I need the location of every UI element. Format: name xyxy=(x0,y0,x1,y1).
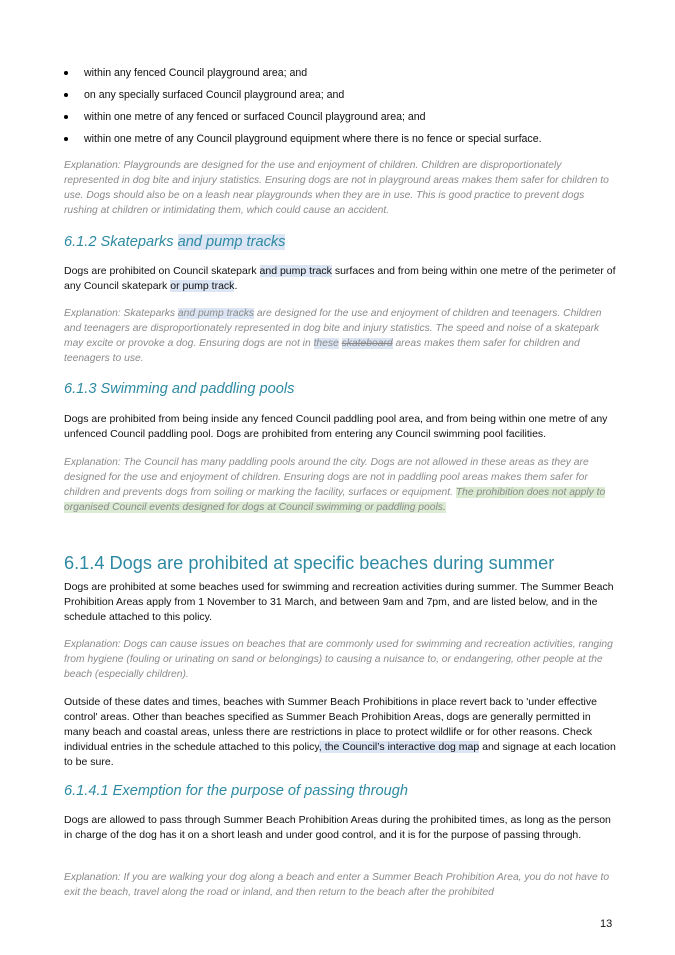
paragraph-skateparks: Dogs are prohibited on Council skatepark and pump track surfaces and from being within one metre of the perimeter of any Council skatepark or pump track. xyxy=(64,265,616,292)
heading-skateparks: 6.1.2 Skateparks and pump tracks xyxy=(64,234,286,250)
page-number: 13 xyxy=(600,918,613,930)
paragraph-beaches-outside: Outside of these dates and times, beaches with Summer Beach Prohibitions in place revert back to 'under effective control' areas. Other than beaches specified as Summer Beach Prohibition Areas, dogs are generally permitted in many beach and coastal areas, unless there are restrictions in place to protect wildlife or for other reasons. Check individual entries in the schedule attached to this policy, the Council’s interactive dog map and signage at each location to be sure. xyxy=(64,696,616,768)
list-item: within one metre of any fenced or surfaced Council playground area; and xyxy=(64,110,634,132)
heading-exemption: 6.1.4.1 Exemption for the purpose of passing through xyxy=(64,783,408,799)
explanation-beaches: Explanation: Dogs can cause issues on beaches that are commonly used for swimming and recreation activities, ranging from hygiene (fouling or urinating on sand or belongings) to causing a nuisance to, or endangering, other people at the beach (especially children). xyxy=(64,639,613,680)
bullet-icon xyxy=(64,115,68,119)
heading-beaches: 6.1.4 Dogs are prohibited at specific beaches during summer xyxy=(64,553,555,573)
bullet-icon xyxy=(64,137,68,141)
explanation-skateparks: Explanation: Skateparks and pump tracks are designed for the use and enjoyment of children and teenagers. Children and teenagers are disproportionately represented in dog bite and injury statistics. The speed and noise of a skatepark may excite or provoke a dog. Ensuring dogs are not in these skateboard areas makes them safer for children and teenagers to use. xyxy=(64,308,602,364)
paragraph-exemption: Dogs are allowed to pass through Summer Beach Prohibition Areas during the prohibited times, as long as the person in charge of the dog has it on a short leash and under good control, and it is for the purpose of passing through. xyxy=(64,814,611,841)
bullet-icon xyxy=(64,71,68,75)
paragraph-beaches: Dogs are prohibited at some beaches used for swimming and recreation activities during summer. The Summer Beach Prohibition Areas apply from 1 November to 31 March, and between 9am and 7pm, and are listed below, and in the schedule attached to this policy. xyxy=(64,581,614,623)
bullet-icon xyxy=(64,93,68,97)
list-item: on any specially surfaced Council playground area; and xyxy=(64,88,634,110)
bullet-list xyxy=(64,66,634,154)
list-item: within any fenced Council playground area; and xyxy=(64,66,634,88)
explanation-pools: Explanation: The Council has many paddling pools around the city. Dogs are not allowed in these areas as they are designed for the use and enjoyment of children. Ensuring dogs are not in paddling pool areas makes them safer for children and prevents dogs from soiling or marking the facility, surfaces or equipment. The prohibition does not apply to organised Council events designed for dogs at Council swimming or paddling pools. xyxy=(64,457,606,513)
list-item: within one metre of any Council playground equipment where there is no fence or special surface. xyxy=(64,132,634,154)
explanation-exemption: Explanation: If you are walking your dog along a beach and enter a Summer Beach Prohibition Area, you do not have to exit the beach, travel along the road or inland, and then return to the beach after the prohibited xyxy=(64,872,610,898)
heading-pools: 6.1.3 Swimming and paddling pools xyxy=(64,381,295,397)
paragraph-pools: Dogs are prohibited from being inside any fenced Council paddling pool area, and from being within one metre of any unfenced Council paddling pool. Dogs are prohibited from entering any Council swimming pool facilities. xyxy=(64,413,608,440)
explanation-playgrounds: Explanation: Playgrounds are designed for the use and enjoyment of children. Children are disproportionately represented in dog bite and injury statistics. Ensuring dogs are not in playground areas makes them safer for children to use. Dogs should also be on a leash near playgrounds when they are in use. This is good practice to prevent dogs rushing at children or intimidating them, which could cause an accident. xyxy=(64,160,609,216)
